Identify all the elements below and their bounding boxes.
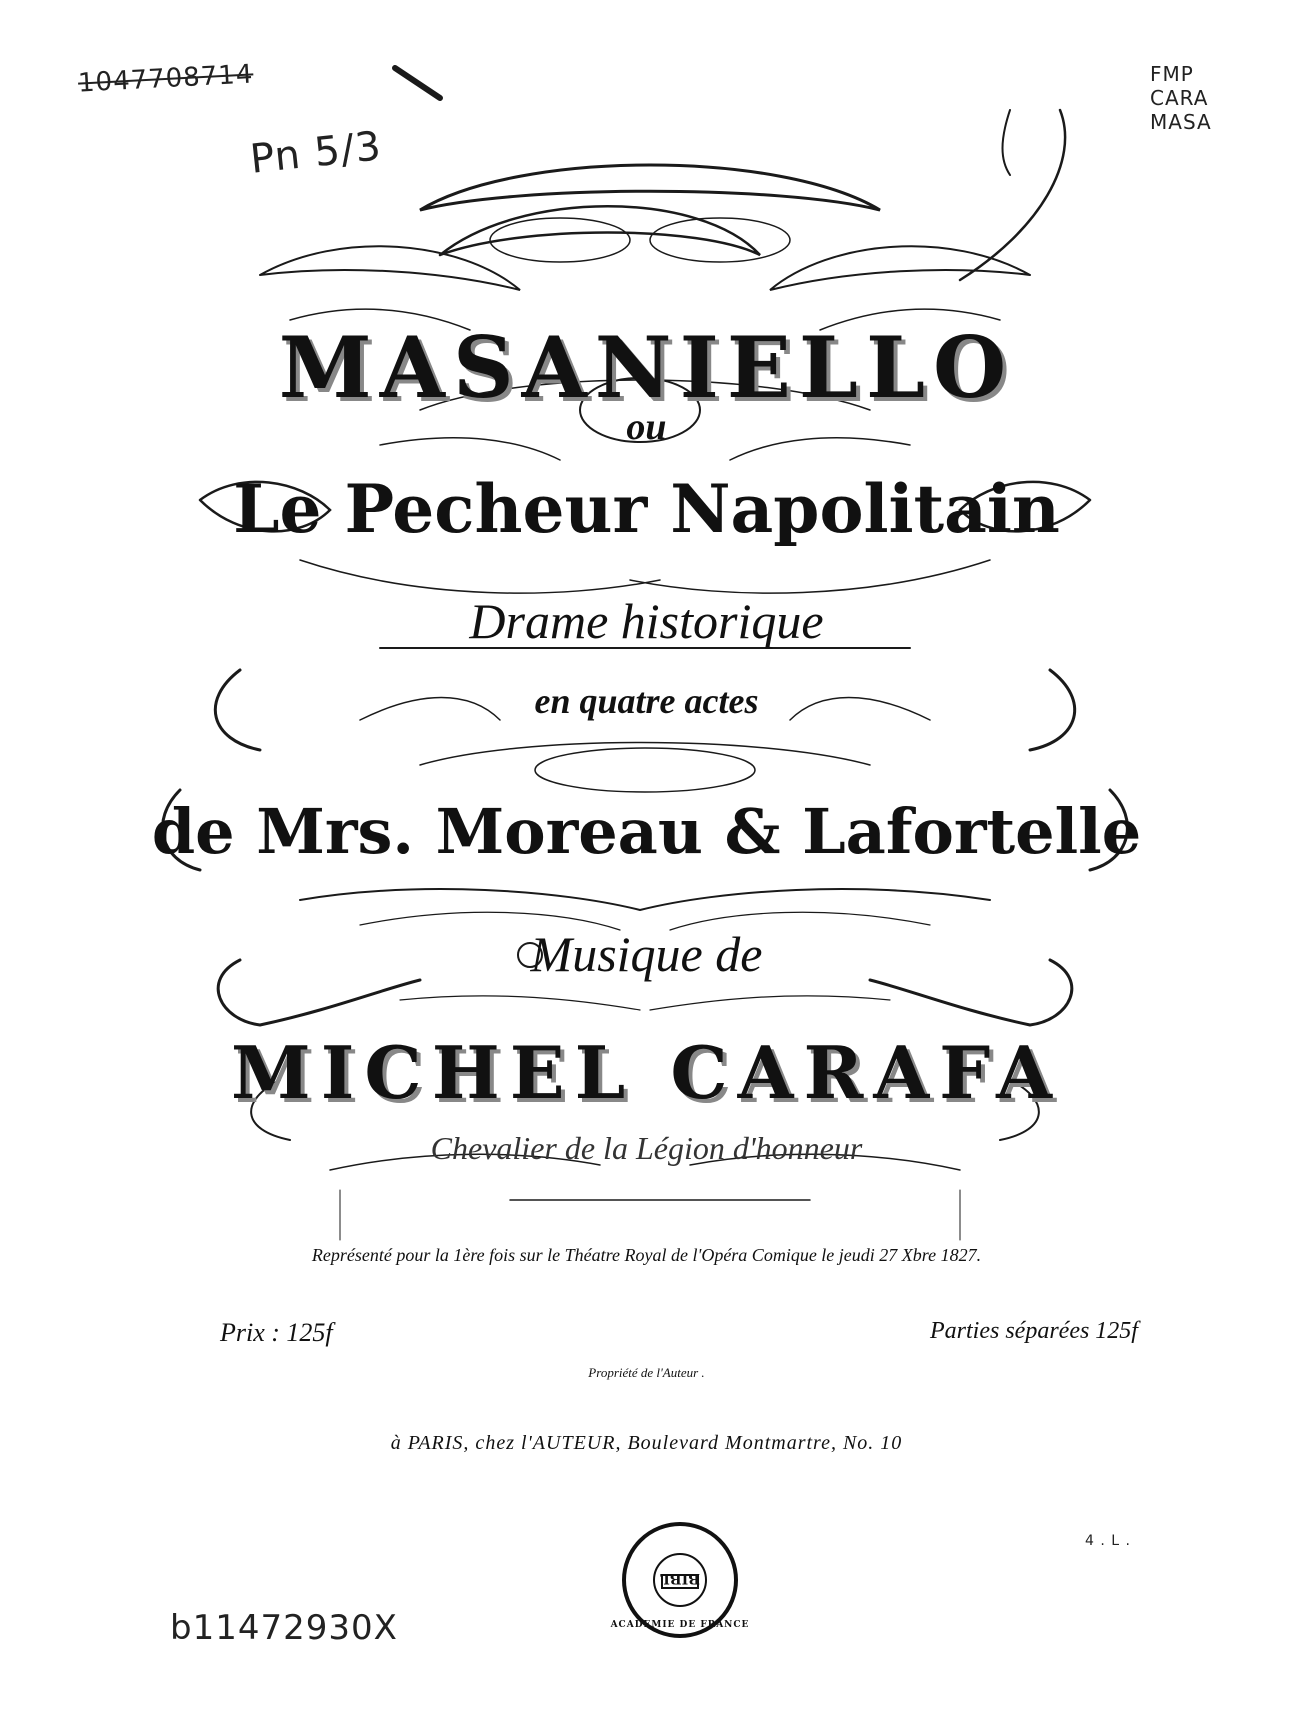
code-line: CARA [1150,86,1209,110]
code-line: FMP [1150,62,1194,86]
catalog-number: 1047708714 [77,59,255,99]
stamp-outer-text: ACADEMIE DE FRANCE [610,1620,750,1630]
bottom-call-number: b11472930X [170,1608,398,1648]
main-title: MASANIELLO [278,318,1015,417]
title-ou: ou [626,406,667,448]
shelfmark: Pn 5/3 [247,123,384,183]
stamp-inner-text: BIBL [659,1570,701,1586]
acts: en quatre actes [534,681,759,721]
composer-name: MICHEL CARAFA [231,1030,1062,1115]
code-line: MASA [1150,110,1212,134]
top-right-code [1150,62,1212,134]
plate-mark: 4 . L . [1085,1533,1131,1549]
authors: de Mrs. Moreau & Lafortelle [151,795,1142,868]
price-right: Parties séparées 125f [930,1318,1138,1344]
musique-de: Musique de [530,926,763,982]
subtitle: Le Pecheur Napolitain [233,470,1060,548]
library-stamp [610,1520,750,1640]
genre: Drame historique [469,593,824,649]
performance-note: Représenté pour la 1ère fois sur le Théatre Royal de l'Opéra Comique le jeudi 27 Xbre 1827. [311,1245,982,1265]
property-note: Propriété de l'Auteur . [588,1365,705,1380]
publisher-line: à PARIS, chez l'AUTEUR, Boulevard Montmartre, No. 10 [390,1432,903,1454]
price-left: Prix : 125f [220,1318,333,1347]
honor-line: Chevalier de la Légion d'honneur [430,1130,863,1166]
